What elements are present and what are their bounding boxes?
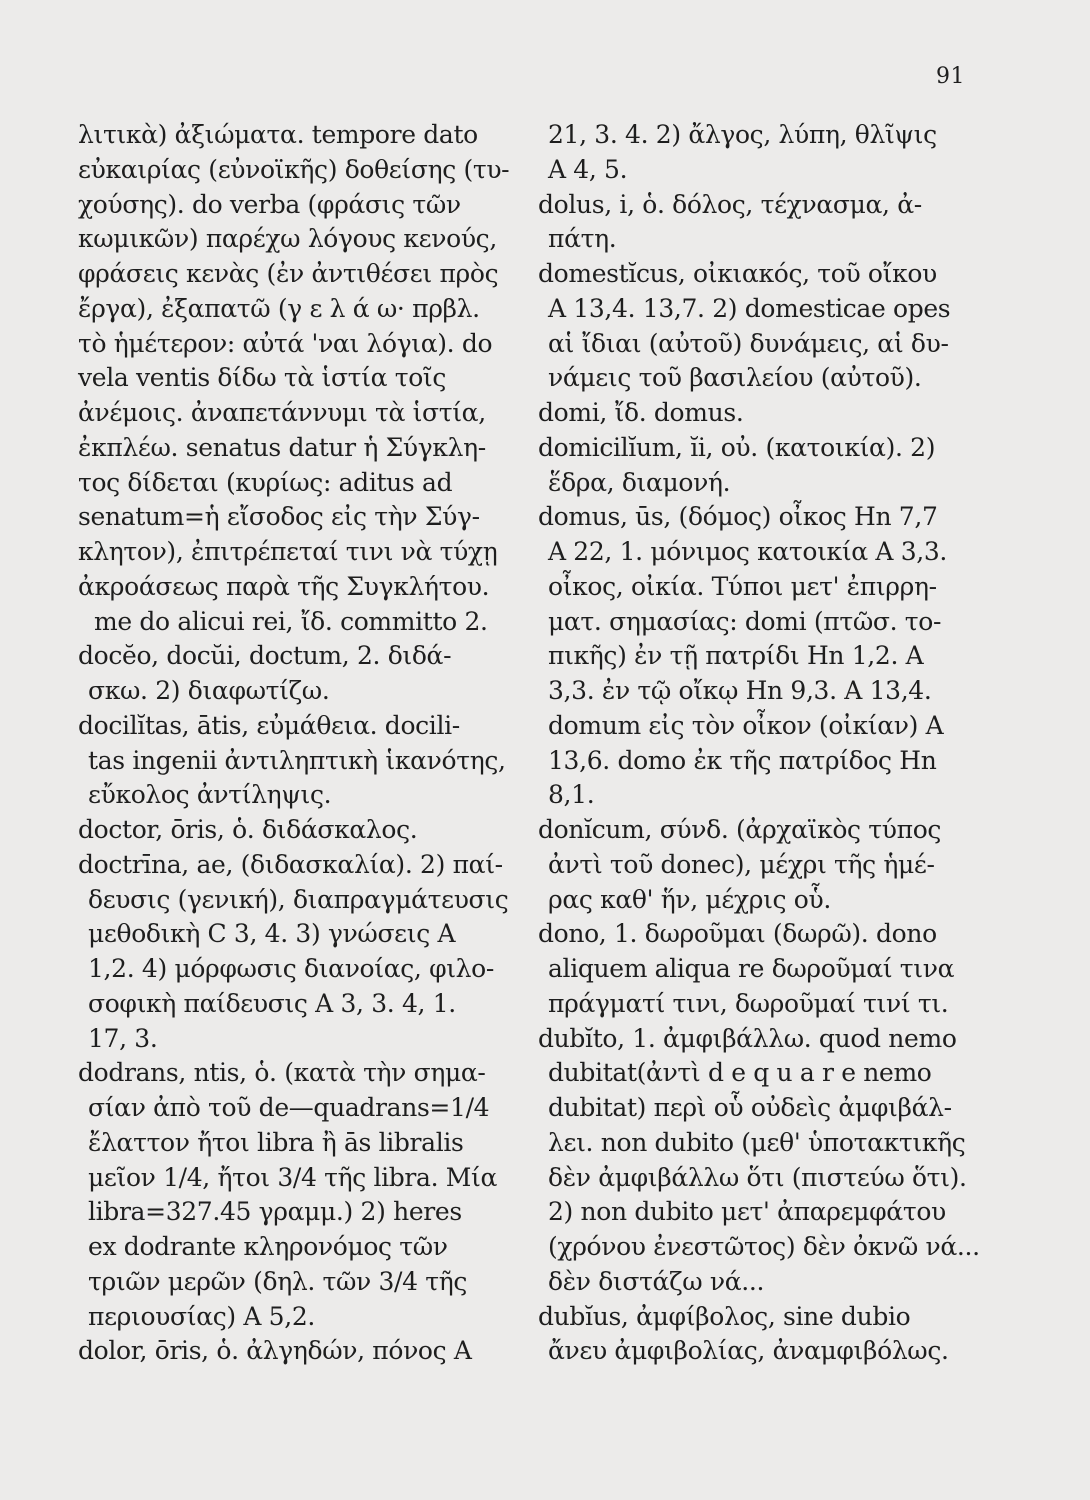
entry-headword-line: domicilĭum, ĭi, οὐ. (κατοικία). 2): [538, 432, 936, 462]
entry-headword-line: dodrans, ntis, ὁ. (κατὰ τὴν σημα-: [78, 1058, 486, 1088]
text-line: 13,6. domo ἐκ τῆς πατρίδος Hn: [548, 745, 937, 775]
text-line: λιτικὰ) ἀξιώματα. tempore dato: [78, 120, 478, 149]
text-line: σκω. 2) διαφωτίζω.: [88, 676, 330, 705]
entry-headword-line: dolor, ōris, ὁ. ἀλγηδών, πόνος A: [78, 1336, 472, 1366]
text-line: τριῶν μερῶν (δηλ. τῶν 3/4 τῆς: [88, 1266, 468, 1296]
text-line: εὐκαιρίας (εὐνοϊκῆς) δοθείσης (τυ-: [78, 154, 510, 184]
text-line: μεθοδικὴ C 3, 4. 3) γνώσεις A: [88, 919, 456, 949]
entry-headword-line: doctrīna, ae, (διδασκαλία). 2) παί-: [78, 849, 503, 879]
text-line: 2) non dubito μετ' ἀπαρεμφάτου: [548, 1197, 946, 1227]
text-line: dubitat(ἀντὶ d e q u a r e nemo: [548, 1058, 932, 1088]
text-line: νάμεις τοῦ βασιλείου (αὐτοῦ).: [548, 363, 922, 393]
text-line: me do alicui rei, ἴδ. committo 2.: [94, 606, 488, 636]
text-line: σοφικὴ παίδευσις A 3, 3. 4, 1.: [88, 988, 456, 1018]
right-column: [538, 118, 978, 1369]
text-line: εὔκολος ἀντίληψις.: [88, 780, 332, 810]
text-line: ματ. σημασίας: domi (πτῶσ. το-: [548, 606, 942, 636]
text-line: A 22, 1. μόνιμος κατοικία A 3,3.: [548, 537, 948, 566]
entry-headword-line: domi, ἴδ. domus.: [538, 398, 744, 427]
text-line: κωμικῶν) παρέχω λόγους κενούς,: [78, 224, 497, 254]
text-line: aliquem aliqua re δωροῦμαί τινα: [548, 954, 955, 983]
text-line: senatum=ἡ εἴσοδος εἰς τὴν Σύγ-: [78, 502, 480, 532]
text-line: χούσης). do verba (φράσις τῶν: [78, 189, 461, 219]
entry-headword-line: doctor, ōris, ὁ. διδάσκαλος.: [78, 815, 418, 844]
entry-headword-line: docilĭtas, ātis, εὐμάθεια. docili-: [78, 710, 460, 740]
entry-headword-line: dono, 1. δωροῦμαι (δωρῶ). dono: [538, 919, 937, 949]
entry-headword-line: dubĭus, ἀμφίβολος, sine dubio: [538, 1301, 911, 1331]
text-line: περιουσίας) A 5,2.: [88, 1301, 315, 1331]
text-line: libra=327.45 γραμμ.) 2) heres: [88, 1197, 462, 1227]
text-line: (χρόνου ἐνεστῶτος) δὲν ὀκνῶ νά...: [548, 1232, 980, 1261]
text-line: vela ventis δίδω τὰ ἱστία τοῖς: [78, 363, 447, 393]
text-line: ἔργα), ἐξαπατῶ (γ ε λ ά ω· πρβλ.: [78, 293, 480, 323]
entry-headword-line: domestĭcus, οἰκιακός, τοῦ οἴκου: [538, 259, 937, 288]
text-line: dubitat) περὶ οὗ οὐδεὶς ἀμφιβάλ-: [548, 1093, 952, 1122]
text-line: πράγματί τινι, δωροῦμαί τινί τι.: [548, 988, 949, 1018]
text-line: ἀνέμοις. ἀναπετάννυμι τὰ ἱστία,: [78, 398, 486, 427]
text-line: tas ingenii ἀντιληπτικὴ ἱκανότης,: [88, 745, 506, 775]
text-line: ἕδρα, διαμονή.: [548, 467, 731, 497]
text-line: πικῆς) ἐν τῇ πατρίδι Hn 1,2. A: [548, 641, 924, 671]
text-line: ex dodrante κληρονόμος τῶν: [88, 1232, 448, 1261]
text-line: δὲν διστάζω νά...: [548, 1266, 765, 1296]
text-line: φράσεις κενὰς (ἐν ἀντιθέσει πρὸς: [78, 259, 499, 288]
text-line: domum εἰς τὸν οἶκον (οἰκίαν) A: [548, 710, 944, 740]
text-line: ἔλαττον ἤτοι libra ἢ ās libralis: [88, 1127, 464, 1157]
text-line: 3,3. ἐν τῷ οἴκῳ Hn 9,3. A 13,4.: [548, 676, 932, 705]
page-number: 91: [936, 64, 965, 89]
entry-headword-line: dubĭto, 1. ἀμφιβάλλω. quod nemo: [538, 1023, 957, 1053]
text-line: A 13,4. 13,7. 2) domesticae opes: [548, 293, 951, 323]
text-line: A 4, 5.: [548, 154, 628, 184]
entry-headword-line: domus, ūs, (δόμος) οἶκος Hn 7,7: [538, 502, 938, 532]
text-line: 17, 3.: [88, 1023, 158, 1053]
text-line: 8,1.: [548, 780, 595, 810]
text-line: 21, 3. 4. 2) ἄλγος, λύπη, θλῖψις: [548, 120, 937, 149]
text-line: 1,2. 4) μόρφωσις διανοίας, φιλο-: [88, 954, 494, 983]
text-line: ἄνευ ἀμφιβολίας, ἀναμφιβόλως.: [548, 1336, 949, 1366]
entry-headword-line: docĕo, docŭi, doctum, 2. διδά-: [78, 641, 452, 671]
text-line: πάτη.: [548, 224, 617, 254]
text-line: ἀκροάσεως παρὰ τῆς Συγκλήτου.: [78, 571, 490, 601]
text-line: μεῖον 1/4, ἤτοι 3/4 τῆς libra. Μία: [88, 1162, 497, 1192]
left-column: [78, 118, 518, 1369]
text-line: κλητον), ἐπιτρέπεταί τινι νὰ τύχῃ: [78, 537, 498, 566]
text-line: δὲν ἀμφιβάλλω ὅτι (πιστεύω ὅτι).: [548, 1162, 967, 1192]
text-line: οἶκος, οἰκία. Τύποι μετ' ἐπιρρη-: [548, 571, 937, 601]
text-line: δευσις (γενική), διαπραγμάτευσις: [88, 884, 509, 914]
text-line: τὸ ἡμέτερον: αὐτά 'ναι λόγια). do: [78, 328, 493, 358]
entry-headword-line: dolus, i, ὁ. δόλος, τέχνασμα, ἀ-: [538, 189, 922, 219]
text-line: σίαν ἀπὸ τοῦ de—quadrans=1/4: [88, 1093, 490, 1122]
text-line: λει. non dubito (μεθ' ὑποτακτικῆς: [548, 1127, 966, 1157]
text-line: αἱ ἴδιαι (αὐτοῦ) δυνάμεις, αἱ δυ-: [548, 328, 949, 358]
text-line: ρας καθ' ἥν, μέχρις οὗ.: [548, 884, 831, 914]
text-line: ἀντὶ τοῦ donec), μέχρι τῆς ἡμέ-: [548, 849, 935, 879]
entry-headword-line: donĭcum, σύνδ. (ἀρχαϊκὸς τύπος: [538, 815, 942, 844]
text-line: τος δίδεται (κυρίως: aditus ad: [78, 467, 453, 497]
text-line: ἐκπλέω. senatus datur ἡ Σύγκλη-: [78, 432, 486, 462]
